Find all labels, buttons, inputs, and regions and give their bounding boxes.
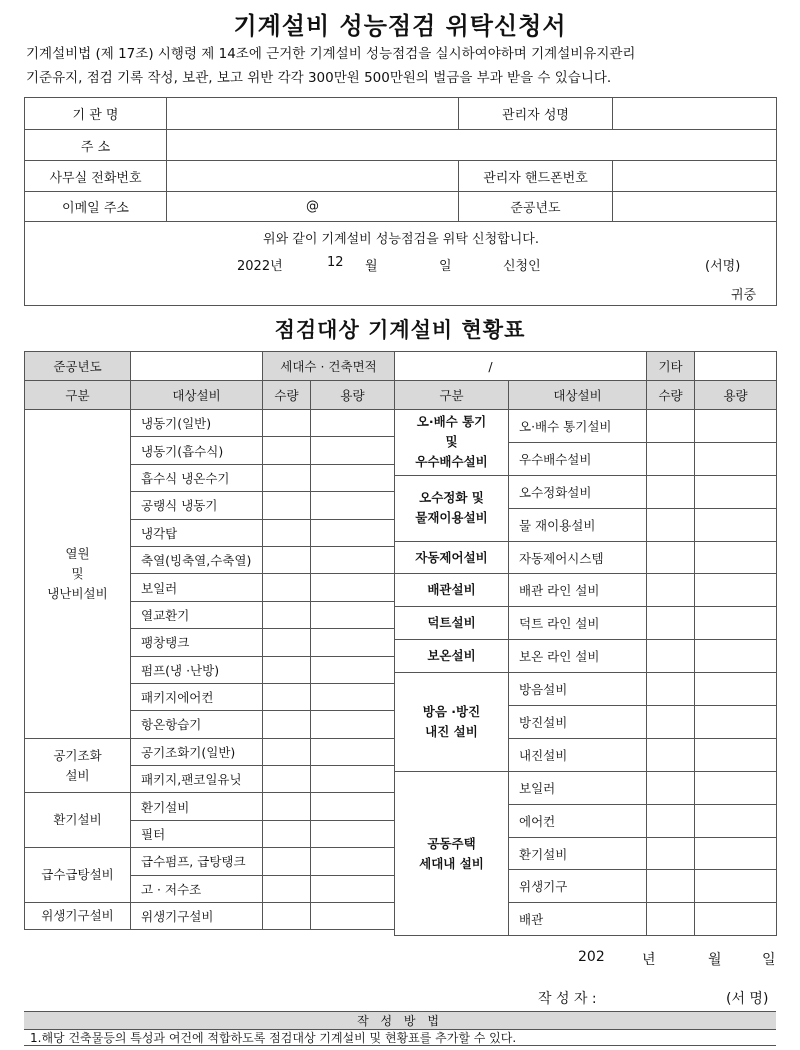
left-capacity-input[interactable] [311, 793, 395, 820]
right-equipment-row [395, 673, 777, 706]
left-category-cell [25, 738, 131, 793]
office-phone-label: 사무실 전화번호 [25, 161, 167, 192]
left-capacity-input[interactable] [311, 848, 395, 875]
left-equipment-name: 위생기구설비 [131, 903, 263, 930]
left-quantity-input[interactable] [263, 903, 311, 930]
write-date-day: 일 [762, 952, 776, 968]
right-equipment-name: 오수정화설비 [509, 475, 647, 508]
form-title: 기계설비 성능점검 위탁신청서 [233, 12, 567, 40]
right-equipment-name: 배관 [509, 903, 647, 936]
category-label-line: 공기조화 [53, 747, 102, 763]
right-capacity-input[interactable] [695, 771, 777, 804]
left-equipment-name: 환기설비 [131, 793, 263, 820]
right-category-cell [395, 673, 509, 772]
intro-line-1: 기계설비법 (제 17조) 시행령 제 14조에 근거한 기계설비 성능점검을 실시하여야하며 기계설비유지관리 [26, 46, 636, 62]
right-col-equipment: 대상설비 [509, 381, 647, 410]
left-col-equipment: 대상설비 [131, 381, 263, 410]
status-table [24, 351, 777, 410]
apply-date-month: 월 [365, 259, 378, 274]
write-date-year-unit: 년 [642, 952, 656, 968]
category-label-line: 자동제어설비 [415, 549, 488, 565]
other-label: 기타 [647, 352, 695, 381]
left-quantity-input[interactable] [263, 766, 311, 793]
category-label-line: 열원 [65, 545, 90, 561]
left-capacity-input[interactable] [311, 519, 395, 546]
right-capacity-input[interactable] [695, 410, 777, 443]
right-quantity-input[interactable] [647, 607, 695, 640]
agency-input[interactable] [167, 98, 459, 130]
left-equipment-row [25, 848, 395, 875]
right-equipment-name: 우수배수설비 [509, 442, 647, 475]
application-statement-cell [25, 222, 777, 306]
right-quantity-input[interactable] [647, 508, 695, 541]
category-label-line: 및 [445, 434, 458, 450]
right-quantity-input[interactable] [647, 442, 695, 475]
right-capacity-input[interactable] [695, 673, 777, 706]
left-equipment-name: 열교환기 [131, 601, 263, 628]
other-input[interactable] [695, 352, 777, 381]
status-right-block [394, 409, 777, 936]
category-label-line: 덕트설비 [427, 615, 476, 631]
right-quantity-input[interactable] [647, 673, 695, 706]
right-category-cell [395, 541, 509, 574]
right-equipment-row [395, 574, 777, 607]
left-col-quantity: 수량 [263, 381, 311, 410]
right-capacity-input[interactable] [695, 475, 777, 508]
right-quantity-input[interactable] [647, 903, 695, 936]
office-phone-input[interactable] [167, 161, 459, 192]
completion-year-input[interactable] [613, 192, 777, 222]
left-equipment-row [25, 410, 395, 437]
left-quantity-input[interactable] [263, 793, 311, 820]
right-capacity-input[interactable] [695, 508, 777, 541]
category-label-line: 설비 [65, 767, 90, 783]
left-col-capacity: 용량 [311, 381, 395, 410]
left-equipment-row [25, 793, 395, 820]
right-capacity-input[interactable] [695, 738, 777, 771]
left-equipment-name: 냉각탑 [131, 519, 263, 546]
left-quantity-input[interactable] [263, 875, 311, 902]
right-equipment-name: 배관 라인 설비 [509, 574, 647, 607]
category-label-line: 보온설비 [427, 648, 476, 664]
intro-line-2: 기준유지, 점검 기록 작성, 보관, 보고 위반 각각 300만원 500만원의 벌금을 부과 받을 수 있습니다. [26, 70, 612, 86]
left-capacity-input[interactable] [311, 492, 395, 519]
category-label-line: 우수배수설비 [415, 454, 488, 470]
right-capacity-input[interactable] [695, 442, 777, 475]
status-completion-year-label: 준공년도 [25, 352, 131, 381]
status-title: 점검대상 기계설비 현황표 [274, 318, 526, 342]
left-capacity-input[interactable] [311, 683, 395, 710]
left-equipment-row [25, 738, 395, 765]
left-quantity-input[interactable] [263, 656, 311, 683]
category-label-line: 및 [71, 565, 84, 581]
left-equipment-name: 공기조화기(일반) [131, 738, 263, 765]
left-capacity-input[interactable] [311, 656, 395, 683]
category-label-line: 배관설비 [427, 582, 476, 598]
right-quantity-input[interactable] [647, 541, 695, 574]
right-category-cell [395, 771, 509, 935]
right-category-cell [395, 574, 509, 607]
right-equipment-name: 덕트 라인 설비 [509, 607, 647, 640]
units-area-input[interactable] [395, 352, 647, 381]
recipient-label: 귀중 [731, 288, 757, 303]
left-capacity-input[interactable] [311, 629, 395, 656]
right-equipment-row [395, 771, 777, 804]
right-quantity-input[interactable] [647, 475, 695, 508]
right-capacity-input[interactable] [695, 640, 777, 673]
apply-date-day: 일 [439, 259, 452, 274]
left-quantity-input[interactable] [263, 683, 311, 710]
write-date-year: 202 [578, 949, 605, 965]
right-equipment-row [395, 607, 777, 640]
method-line-1: 1.해당 건축물등의 특성과 여건에 적합하도록 점검대상 기계설비 및 현황표를 추가할 수 있다. [24, 1029, 776, 1046]
right-quantity-input[interactable] [647, 574, 695, 607]
right-capacity-input[interactable] [695, 903, 777, 936]
email-input[interactable] [167, 192, 459, 222]
apply-statement: 위와 같이 기계설비 성능점검을 위탁 신청합니다. [263, 232, 539, 247]
right-equipment-name: 환기설비 [509, 837, 647, 870]
right-category-cell [395, 607, 509, 640]
left-capacity-input[interactable] [311, 738, 395, 765]
right-equipment-name: 방음설비 [509, 673, 647, 706]
category-label-line: 내진 설비 [425, 723, 478, 739]
left-capacity-input[interactable] [311, 875, 395, 902]
category-label-line: 위생기구설비 [41, 908, 114, 924]
left-quantity-input[interactable] [263, 601, 311, 628]
right-category-cell [395, 640, 509, 673]
left-quantity-input[interactable] [263, 410, 311, 437]
right-equipment-name: 보온 라인 설비 [509, 640, 647, 673]
left-col-category: 구분 [25, 381, 131, 410]
apply-date-month-num: 12 [327, 255, 344, 270]
right-capacity-input[interactable] [695, 870, 777, 903]
left-quantity-input[interactable] [263, 492, 311, 519]
left-equipment-name: 고 · 저수조 [131, 875, 263, 902]
left-quantity-input[interactable] [263, 738, 311, 765]
left-quantity-input[interactable] [263, 519, 311, 546]
right-equipment-name: 방진설비 [509, 706, 647, 739]
left-equipment-name: 펌프(냉 ·난방) [131, 656, 263, 683]
left-capacity-input[interactable] [311, 437, 395, 464]
left-capacity-input[interactable] [311, 903, 395, 930]
left-category-cell [25, 410, 131, 739]
left-equipment-name: 패키지,팬코일유닛 [131, 766, 263, 793]
left-capacity-input[interactable] [311, 820, 395, 847]
right-capacity-input[interactable] [695, 804, 777, 837]
writer-signature[interactable]: (서 명) [726, 991, 769, 1007]
email-at-sign: @ [306, 199, 319, 214]
right-equipment-name: 자동제어시스템 [509, 541, 647, 574]
left-equipment-name: 항온항습기 [131, 711, 263, 738]
left-equipment-name: 흡수식 냉온수기 [131, 464, 263, 491]
right-equipment-row [395, 640, 777, 673]
right-col-quantity: 수량 [647, 381, 695, 410]
right-equipment-row [395, 410, 777, 443]
category-label-line: 오·배수 통기 [416, 414, 487, 430]
left-equipment-name: 패키지에어컨 [131, 683, 263, 710]
left-capacity-input[interactable] [311, 601, 395, 628]
left-category-cell [25, 793, 131, 848]
left-quantity-input[interactable] [263, 711, 311, 738]
application-table [24, 97, 777, 306]
manager-name-label: 관리자 성명 [459, 98, 613, 130]
right-col-category: 구분 [395, 381, 509, 410]
status-completion-year-input[interactable] [131, 352, 263, 381]
left-equipment-name: 냉동기(흡수식) [131, 437, 263, 464]
left-quantity-input[interactable] [263, 574, 311, 601]
address-label: 주 소 [25, 130, 167, 161]
left-category-cell [25, 903, 131, 930]
right-capacity-input[interactable] [695, 541, 777, 574]
right-quantity-input[interactable] [647, 804, 695, 837]
category-label-line: 물재이용설비 [415, 510, 488, 526]
email-label: 이메일 주소 [25, 192, 167, 222]
agency-label: 기 관 명 [25, 98, 167, 130]
manager-name-input[interactable] [613, 98, 777, 130]
category-label-line: 공동주택 [427, 835, 476, 851]
right-equipment-name: 오·배수 통기설비 [509, 410, 647, 443]
right-col-capacity: 용량 [695, 381, 777, 410]
right-equipment-name: 보일러 [509, 771, 647, 804]
right-capacity-input[interactable] [695, 574, 777, 607]
left-quantity-input[interactable] [263, 437, 311, 464]
right-equipment-name: 내진설비 [509, 738, 647, 771]
category-label-line: 방음 ·방진 [422, 703, 481, 719]
left-quantity-input[interactable] [263, 820, 311, 847]
left-equipment-name: 필터 [131, 820, 263, 847]
left-equipment-name: 냉동기(일반) [131, 410, 263, 437]
right-category-cell [395, 475, 509, 541]
left-equipment-name: 급수펌프, 급탕탱크 [131, 848, 263, 875]
units-area-separator: / [488, 358, 493, 374]
left-category-cell [25, 848, 131, 903]
right-capacity-input[interactable] [695, 706, 777, 739]
address-input[interactable] [167, 130, 777, 161]
left-capacity-input[interactable] [311, 410, 395, 437]
manager-mobile-label: 관리자 핸드폰번호 [459, 161, 613, 192]
applicant-signature[interactable]: (서명) [705, 259, 741, 274]
left-capacity-input[interactable] [311, 711, 395, 738]
left-capacity-input[interactable] [311, 574, 395, 601]
completion-year-label: 준공년도 [459, 192, 613, 222]
left-quantity-input[interactable] [263, 629, 311, 656]
right-capacity-input[interactable] [695, 607, 777, 640]
right-quantity-input[interactable] [647, 837, 695, 870]
units-area-label: 세대수 · 건축면적 [263, 352, 395, 381]
category-label-line: 세대내 설비 [419, 855, 484, 871]
right-quantity-input[interactable] [647, 706, 695, 739]
left-quantity-input[interactable] [263, 848, 311, 875]
left-quantity-input[interactable] [263, 464, 311, 491]
left-capacity-input[interactable] [311, 766, 395, 793]
method-title: 작 성 방 법 [24, 1011, 776, 1029]
left-capacity-input[interactable] [311, 464, 395, 491]
right-quantity-input[interactable] [647, 771, 695, 804]
right-equipment-row [395, 475, 777, 508]
applicant-label: 신청인 [503, 259, 541, 274]
left-equipment-name: 보일러 [131, 574, 263, 601]
left-equipment-row [25, 903, 395, 930]
right-category-cell [395, 410, 509, 476]
right-quantity-input[interactable] [647, 410, 695, 443]
category-label-line: 환기설비 [53, 812, 102, 828]
left-equipment-name: 축열(빙축열,수축열) [131, 546, 263, 573]
left-quantity-input[interactable] [263, 546, 311, 573]
apply-date-year: 2022년 [237, 259, 283, 274]
right-quantity-input[interactable] [647, 870, 695, 903]
right-quantity-input[interactable] [647, 640, 695, 673]
right-equipment-name: 에어컨 [509, 804, 647, 837]
manager-mobile-input[interactable] [613, 161, 777, 192]
right-equipment-name: 물 재이용설비 [509, 508, 647, 541]
left-equipment-name: 팽창탱크 [131, 629, 263, 656]
right-quantity-input[interactable] [647, 738, 695, 771]
category-label-line: 급수급탕설비 [41, 867, 114, 883]
writer-label: 작 성 자 : [538, 991, 597, 1007]
right-equipment-name: 위생기구 [509, 870, 647, 903]
right-capacity-input[interactable] [695, 837, 777, 870]
status-left-block [24, 409, 395, 930]
category-label-line: 냉난비설비 [47, 585, 108, 601]
category-label-line: 오수정화 및 [419, 490, 484, 506]
left-equipment-name: 공랭식 냉동기 [131, 492, 263, 519]
right-equipment-row [395, 541, 777, 574]
write-date-month: 월 [708, 952, 722, 968]
left-capacity-input[interactable] [311, 546, 395, 573]
